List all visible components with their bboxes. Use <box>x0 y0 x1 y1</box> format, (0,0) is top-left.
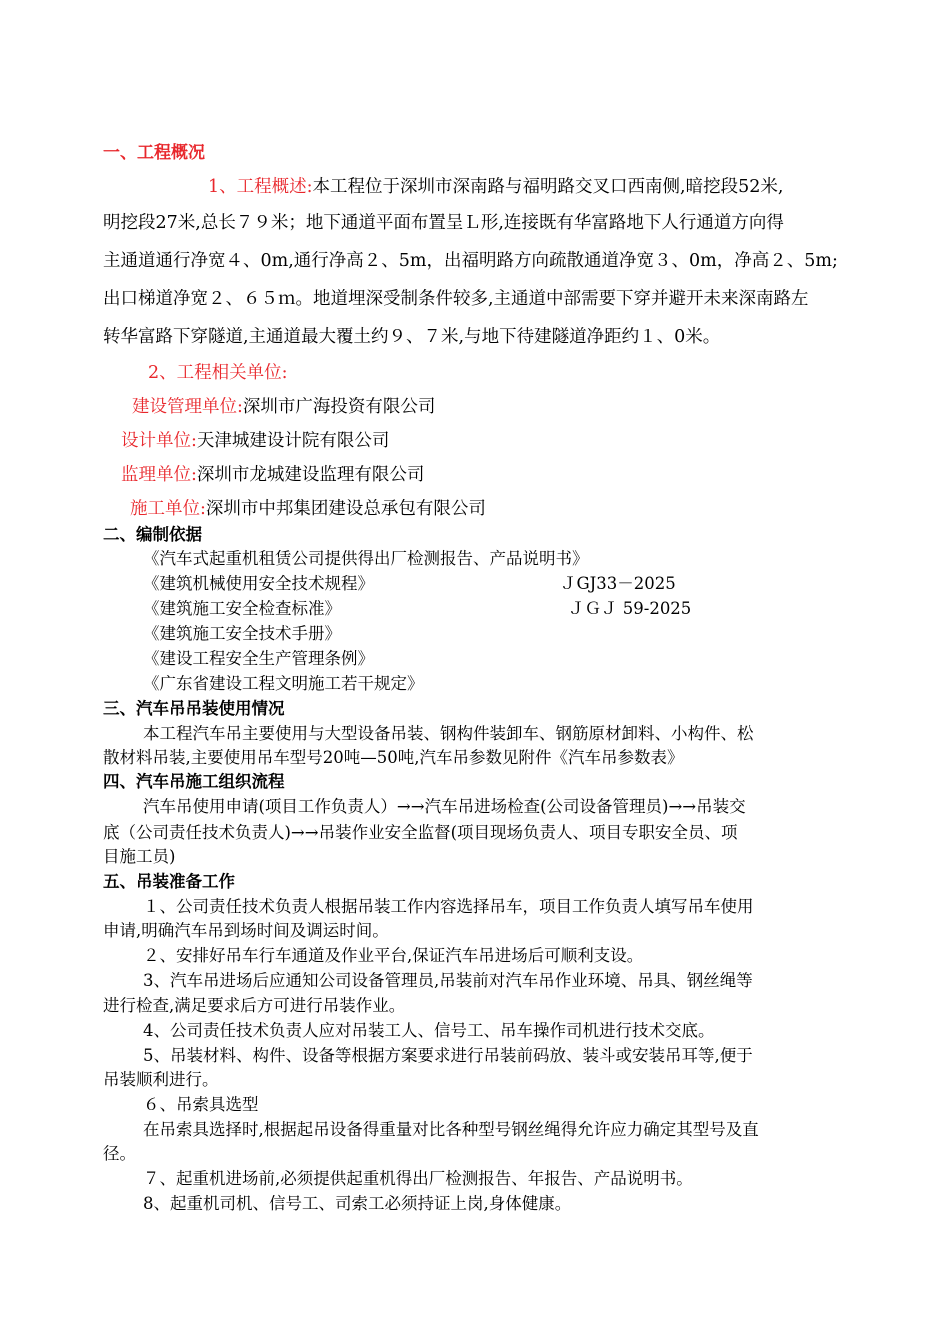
unit-row-supervision <box>121 464 424 486</box>
unit-row-construction-mgmt <box>132 396 435 418</box>
section-2-title: 二、编制依据 <box>103 525 202 544</box>
reference-item: 《建设工程安全生产管理条例》 <box>143 649 374 668</box>
section-4-title: 四、汽车吊施工组织流程 <box>103 772 285 791</box>
reference-item: 《建筑机械使用安全技术规程》 <box>143 574 374 593</box>
section-5-line: 申请,明确汽车吊到场时间及调运时间。 <box>103 921 389 940</box>
overview-paragraph-line-1 <box>208 176 783 198</box>
section-5-line: 进行检查,满足要求后方可进行吊装作业。 <box>103 996 406 1015</box>
section-4-line: 底（公司责任技术负责人)→→吊装作业安全监督(项目现场负责人、项目专职安全员、项 <box>103 823 738 842</box>
unit-label: 监理单位: <box>121 465 197 485</box>
reference-item: 《建筑施工安全技术手册》 <box>143 624 341 643</box>
unit-row-design <box>121 430 389 452</box>
section-5-line: 吊装顺利进行。 <box>103 1070 219 1089</box>
reference-item: 《广东省建设工程文明施工若干规定》 <box>143 674 424 693</box>
unit-label: 施工单位: <box>130 499 206 519</box>
section-5-line: 5、吊装材料、构件、设备等根据方案要求进行吊装前码放、装斗或安装吊耳等,便于 <box>143 1046 753 1065</box>
unit-value: 深圳市龙城建设监理有限公司 <box>196 465 425 485</box>
units-title: 2、工程相关单位: <box>148 363 288 383</box>
section-5-line: ２、安排好吊车行车通道及作业平台,保证汽车吊进场后可顺利支设。 <box>143 946 644 965</box>
section-5-line: １、公司责任技术负责人根据吊装工作内容选择吊车，项目工作负责人填写吊车使用 <box>143 897 754 916</box>
section-5-line: 8、起重机司机、信号工、司索工必须持证上岗,身体健康。 <box>143 1194 572 1213</box>
section-5-line: 在吊索具选择时,根据起吊设备得重量对比各种型号钢丝绳得允许应力确定其型号及直 <box>143 1120 759 1139</box>
section-5-title: 五、吊装准备工作 <box>103 872 235 891</box>
unit-value: 深圳市广海投资有限公司 <box>242 397 436 417</box>
overview-label: 1、工程概述: <box>208 177 313 197</box>
unit-row-contractor <box>130 498 486 520</box>
section-5-line: ７、起重机进场前,必须提供起重机得出厂检测报告、年报告、产品说明书。 <box>143 1169 693 1188</box>
reference-code: ＪＧＪ 59-2025 <box>568 599 692 618</box>
section-5-line: 4、公司责任技术负责人应对吊装工人、信号工、吊车操作司机进行技术交底。 <box>143 1021 715 1040</box>
unit-label: 设计单位: <box>121 431 197 451</box>
reference-item: 《汽车式起重机租赁公司提供得出厂检测报告、产品说明书》 <box>143 549 589 568</box>
reference-item: 《建筑施工安全检查标准》 <box>143 599 341 618</box>
overview-line-3: 主通道通行净宽４、0m,通行净高２、5m，出福明路方向疏散通道净宽３、0m，净高２、5m; <box>103 251 838 271</box>
section-5-line: ６、吊索具选型 <box>143 1095 259 1114</box>
section-3-title: 三、汽车吊吊装使用情况 <box>103 699 285 718</box>
overview-line-2: 明挖段27米,总长７９米；地下通道平面布置呈Ｌ形,连接既有华富路地下人行通道方向得 <box>103 213 784 233</box>
section-4-line: 汽车吊使用申请(项目工作负责人）→→汽车吊进场检查(公司设备管理员)→→吊装交 <box>143 797 746 816</box>
section-5-line: 3、汽车吊进场后应通知公司设备管理员,吊装前对汽车吊作业环境、吊具、钢丝绳等 <box>143 971 753 990</box>
unit-value: 天津城建设计院有限公司 <box>196 431 390 451</box>
section-4-line: 目施工员) <box>103 847 176 866</box>
unit-label: 建设管理单位: <box>132 397 243 417</box>
section-3-line: 散材料吊装,主要使用吊车型号20吨—50吨,汽车吊参数见附件《汽车吊参数表》 <box>103 748 684 767</box>
section-5-line: 径。 <box>103 1144 136 1163</box>
overview-text: 本工程位于深圳市深南路与福明路交叉口西南侧,暗挖段52米, <box>312 177 784 197</box>
overview-line-5: 转华富路下穿隧道,主通道最大覆土约９、７米,与地下待建隧道净距约１、0米。 <box>103 327 721 347</box>
reference-code: ＪGJ33－2025 <box>560 574 676 593</box>
section-3-line: 本工程汽车吊主要使用与大型设备吊装、钢构件装卸车、钢筋原材卸料、小构件、松 <box>143 724 754 743</box>
section-1-title: 一、工程概况 <box>103 143 205 163</box>
unit-value: 深圳市中邦集团建设总承包有限公司 <box>205 499 486 519</box>
overview-line-4: 出口梯道净宽２、６５ｍ。地道埋深受制条件较多,主通道中部需要下穿并避开未来深南路左 <box>103 289 809 309</box>
